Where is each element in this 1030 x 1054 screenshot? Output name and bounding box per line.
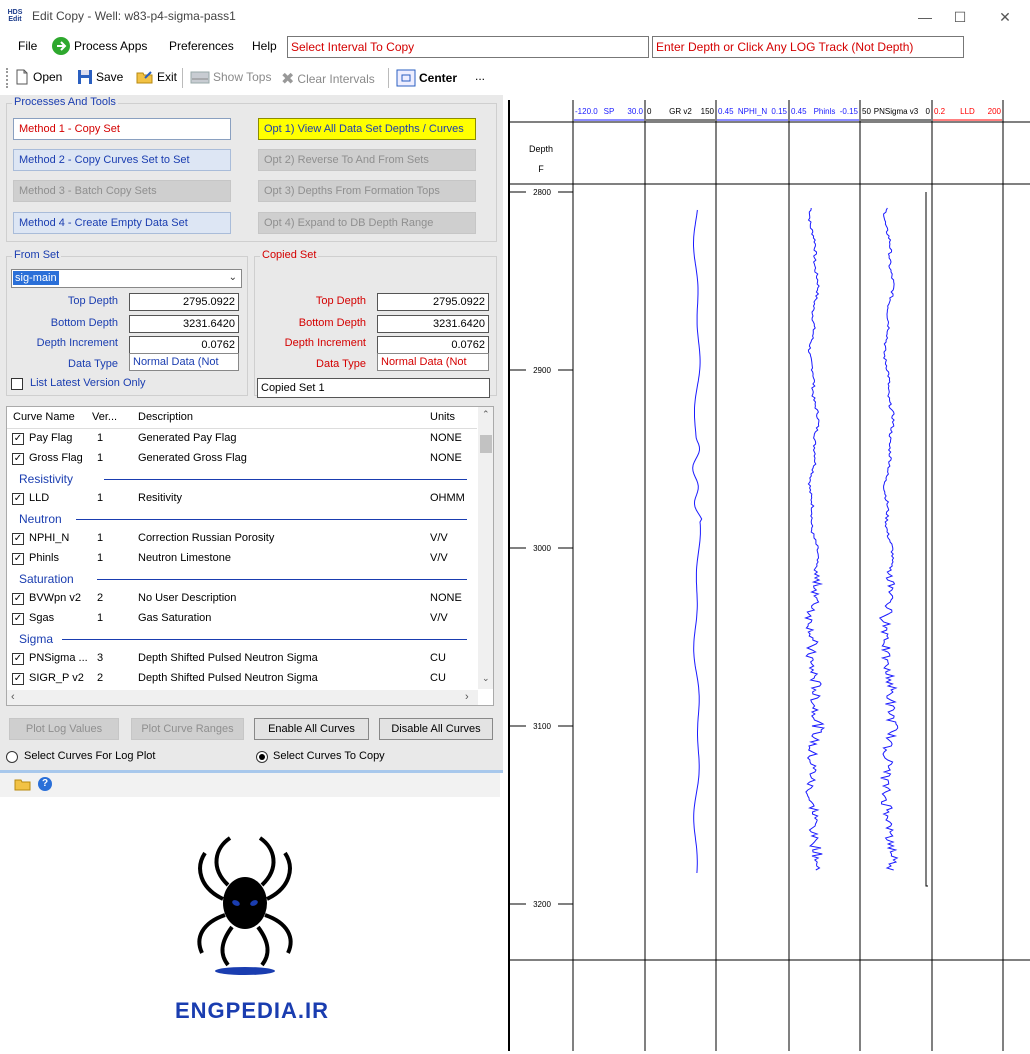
track-scale-right: 30.0 <box>627 107 643 116</box>
close-button[interactable]: ✕ <box>999 9 1011 25</box>
curve-group-divider <box>97 579 467 580</box>
curve-name: Sgas <box>29 612 55 624</box>
track-curve-name: SP <box>603 107 615 116</box>
curve-list-header <box>7 407 477 429</box>
depth-tick-label: 3100 <box>533 722 551 731</box>
radio-copy-dot <box>259 754 265 760</box>
open-button[interactable] <box>14 69 62 85</box>
left-panel <box>0 95 503 1051</box>
curve-group-divider <box>62 639 467 640</box>
scroll-right-icon[interactable]: › <box>465 691 469 703</box>
clear-x-icon: ✖ <box>281 71 295 88</box>
copied-depth-increment-field[interactable]: 0.0762 <box>377 336 489 354</box>
chevron-down-icon: ⌄ <box>228 272 237 283</box>
curve-ver: 1 <box>97 532 104 544</box>
status-enter-depth: Enter Depth or Click Any LOG Track (Not Depth) <box>652 36 964 58</box>
track-scale-right: 0 <box>925 107 930 116</box>
copied-set-name-field[interactable]: Copied Set 1 <box>257 378 490 398</box>
curve-group-label: Sigma <box>19 632 54 646</box>
vertical-scrollbar[interactable] <box>478 407 494 689</box>
help-open-icon[interactable] <box>14 776 32 795</box>
curve-group-label: Saturation <box>19 572 74 586</box>
pnsigma-curve <box>926 192 928 886</box>
toolbar-grip <box>6 68 8 88</box>
app-icon-text-bottom: Edit <box>8 16 22 23</box>
radio-row <box>0 746 503 768</box>
curve-name: Phinls <box>29 552 59 564</box>
horizontal-scrollbar[interactable] <box>7 690 478 706</box>
from-set-title: From Set <box>14 249 60 261</box>
curve-row[interactable] <box>7 609 477 629</box>
track-curve-name: PNSigma v3 <box>873 107 919 116</box>
curve-desc: Depth Shifted Pulsed Neutron Sigma <box>138 652 318 664</box>
curve-units: CU <box>430 672 446 684</box>
toolbar-overflow-button[interactable]: ... <box>475 69 486 83</box>
help-icon[interactable]: ? <box>38 777 52 791</box>
track-curve-name: NPHI_N <box>737 107 768 116</box>
toolbar-separator <box>182 68 183 88</box>
list-latest-checkbox[interactable] <box>11 378 23 390</box>
plot-log-values-button[interactable]: Plot Log Values <box>9 718 119 740</box>
track-curve-name: GR v2 <box>669 107 692 116</box>
curve-ver: 2 <box>97 592 104 604</box>
log-plot-canvas[interactable] <box>510 100 1030 1051</box>
track-curve-name: Phinls <box>813 107 836 116</box>
curve-row[interactable] <box>7 649 477 669</box>
save-icon <box>77 69 93 85</box>
col-units[interactable]: Units <box>430 411 456 423</box>
menu-preferences[interactable]: Preferences <box>169 39 234 53</box>
curve-name: NPHI_N <box>29 532 70 544</box>
curve-units: NONE <box>430 452 462 464</box>
curve-checkbox[interactable]: ✓ <box>13 673 23 684</box>
curve-checkbox[interactable]: ✓ <box>13 553 23 564</box>
curve-units: OHMM <box>430 492 465 504</box>
curve-group-divider <box>76 519 467 520</box>
curve-desc: Neutron Limestone <box>138 552 231 564</box>
curve-row[interactable] <box>7 589 477 609</box>
radio-copy[interactable] <box>256 751 268 763</box>
nphi-curve <box>806 208 824 870</box>
depth-tick-label: 2800 <box>533 188 551 197</box>
curve-checkbox[interactable]: ✓ <box>13 493 23 504</box>
curve-units: NONE <box>430 432 462 444</box>
copied-bottom-depth-label: Bottom Depth <box>298 317 366 329</box>
curve-name: Pay Flag <box>29 432 73 444</box>
depth-tick-label: 3000 <box>533 544 551 553</box>
curve-units: NONE <box>430 592 462 604</box>
toolbar <box>0 64 1030 92</box>
curve-ver: 1 <box>97 612 104 624</box>
enable-all-curves-button[interactable]: Enable All Curves <box>254 718 369 740</box>
scrollbar-thumb[interactable] <box>480 435 492 453</box>
from-top-depth-label: Top Depth <box>67 295 118 307</box>
scroll-up-icon[interactable]: ⌃ <box>482 409 490 419</box>
copied-top-depth-label: Top Depth <box>315 295 366 307</box>
track-scale-left: 50 <box>862 107 871 116</box>
help-pane <box>0 770 503 1051</box>
scroll-down-icon[interactable]: ⌄ <box>482 673 490 683</box>
curve-ver: 1 <box>97 492 104 504</box>
option-3-button[interactable]: Opt 3) Depths From Formation Tops <box>258 180 476 202</box>
curve-checkbox[interactable]: ✓ <box>13 433 23 444</box>
app-icon <box>6 9 24 23</box>
curve-units: V/V <box>430 552 448 564</box>
track-scale-left: 0.2 <box>934 107 946 116</box>
curve-row[interactable] <box>7 449 477 469</box>
track-scale-left: 0 <box>647 107 652 116</box>
copied-top-depth-field[interactable]: 2795.0922 <box>377 293 489 311</box>
track-scale-right: 150 <box>700 107 714 116</box>
col-description[interactable]: Description <box>138 411 194 423</box>
curve-row[interactable] <box>7 529 477 549</box>
copied-depth-increment-label: Depth Increment <box>284 337 366 349</box>
curve-checkbox[interactable]: ✓ <box>13 593 23 604</box>
process-apps-icon <box>52 37 70 55</box>
curve-group-divider <box>104 479 467 480</box>
track-scale-left: 0.45 <box>718 107 734 116</box>
open-label: Open <box>33 70 63 84</box>
minimize-button[interactable]: — <box>918 9 932 25</box>
from-depth-increment-label: Depth Increment <box>36 337 118 349</box>
track-scale-left: -120.0 <box>575 107 598 116</box>
radio-log-plot[interactable] <box>6 751 18 763</box>
curve-desc: Depth Shifted Pulsed Neutron Sigma <box>138 672 318 684</box>
method-1-button[interactable]: Method 1 - Copy Set <box>13 118 231 140</box>
curve-row[interactable] <box>7 429 477 449</box>
curve-name: Gross Flag <box>29 452 83 464</box>
curve-ver: 2 <box>97 672 104 684</box>
option-1-button[interactable]: Opt 1) View All Data Set Depths / Curves <box>258 118 476 140</box>
curve-checkbox[interactable]: ✓ <box>13 533 23 544</box>
clear-intervals-label: Clear Intervals <box>297 72 375 86</box>
curve-checkbox[interactable]: ✓ <box>13 653 23 664</box>
save-label: Save <box>96 70 124 84</box>
log-plot[interactable] <box>508 100 1030 1051</box>
toolbar-separator <box>388 68 389 88</box>
depth-unit-label: F <box>538 164 544 174</box>
curve-group-header[interactable] <box>7 509 477 529</box>
help-toolbar <box>0 773 500 797</box>
curve-row[interactable] <box>7 489 477 509</box>
center-label: Center <box>419 71 458 85</box>
curve-desc: Gas Saturation <box>138 612 212 624</box>
clear-intervals-button[interactable] <box>281 69 375 89</box>
from-bottom-depth-label: Bottom Depth <box>50 317 118 329</box>
curve-desc: Resitivity <box>138 492 183 504</box>
show-tops-button[interactable] <box>190 69 271 85</box>
show-tops-icon <box>190 69 210 85</box>
curve-checkbox[interactable]: ✓ <box>13 453 23 464</box>
curve-group-label: Resistivity <box>19 472 74 486</box>
app-icon-text-top: HDS <box>7 9 23 16</box>
plot-curve-ranges-button[interactable]: Plot Curve Ranges <box>131 718 244 740</box>
option-2-button[interactable]: Opt 2) Reverse To And From Sets <box>258 149 476 171</box>
list-latest-label: List Latest Version Only <box>30 377 146 389</box>
processes-title: Processes And Tools <box>14 96 116 108</box>
curve-ver: 3 <box>97 652 104 664</box>
curve-name: SIGR_P v2 <box>29 672 84 684</box>
open-icon <box>14 69 30 85</box>
curve-ver: 1 <box>97 452 104 464</box>
curve-units: V/V <box>430 532 448 544</box>
track-scale-right: 0.15 <box>771 107 787 116</box>
depth-header-label: Depth <box>528 144 554 154</box>
from-set-dropdown[interactable] <box>11 269 242 288</box>
curve-name: LLD <box>29 492 50 504</box>
folder-exit-icon <box>136 69 154 85</box>
maximize-button[interactable]: ☐ <box>953 9 967 25</box>
exit-button[interactable] <box>136 69 177 85</box>
menu-bar <box>0 34 1030 60</box>
curve-checkbox[interactable]: ✓ <box>13 613 23 624</box>
scroll-left-icon[interactable]: ‹ <box>11 691 15 703</box>
show-tops-label: Show Tops <box>213 70 272 84</box>
menu-help[interactable]: Help <box>252 39 277 53</box>
depth-tick-label: 2900 <box>533 366 551 375</box>
curve-row[interactable] <box>7 669 477 689</box>
option-4-button[interactable]: Opt 4) Expand to DB Depth Range <box>258 212 476 234</box>
curve-desc: No User Description <box>138 592 237 604</box>
from-bottom-depth-field[interactable]: 3231.6420 <box>129 315 239 333</box>
track-scale-right: -0.15 <box>839 107 858 116</box>
method-4-button[interactable]: Method 4 - Create Empty Data Set <box>13 212 231 234</box>
phinls-curve <box>880 208 898 870</box>
save-button[interactable] <box>77 69 123 85</box>
radio-log-plot-label: Select Curves For Log Plot <box>24 750 156 762</box>
curve-desc: Generated Pay Flag <box>138 432 237 444</box>
from-top-depth-field[interactable]: 2795.0922 <box>129 293 239 311</box>
exit-label: Exit <box>157 70 178 84</box>
curve-desc: Generated Gross Flag <box>138 452 247 464</box>
disable-all-curves-button[interactable]: Disable All Curves <box>379 718 493 740</box>
watermark-text: ENGPEDIA.IR <box>174 998 330 1023</box>
method-3-button[interactable]: Method 3 - Batch Copy Sets <box>13 180 231 202</box>
depth-tick-label: 3200 <box>533 900 551 909</box>
copied-set-title: Copied Set <box>262 249 317 261</box>
copied-data-type-label: Data Type <box>316 358 366 370</box>
menu-file[interactable]: File <box>18 39 38 53</box>
sp-curve <box>693 210 702 873</box>
spider-logo-icon <box>190 833 300 983</box>
copied-bottom-depth-field[interactable]: 3231.6420 <box>377 315 489 333</box>
from-data-type-field: Normal Data (Not <box>129 353 239 371</box>
curve-group-header[interactable] <box>7 469 477 489</box>
curve-ver: 1 <box>97 432 104 444</box>
copied-data-type-field: Normal Data (Not <box>377 353 489 371</box>
col-version[interactable]: Ver... <box>92 411 118 423</box>
title-bar <box>0 0 1030 32</box>
radio-copy-label: Select Curves To Copy <box>273 750 385 762</box>
track-curve-name: LLD <box>960 107 975 116</box>
curve-name: BVWpn v2 <box>29 592 81 604</box>
curve-list <box>6 406 494 706</box>
curve-units: V/V <box>430 612 448 624</box>
curve-row[interactable] <box>7 549 477 569</box>
curve-group-label: Neutron <box>19 512 62 526</box>
track-scale-right: 200 <box>987 107 1001 116</box>
curve-desc: Correction Russian Porosity <box>138 532 275 544</box>
track-scale-left: 0.45 <box>791 107 807 116</box>
method-2-button[interactable]: Method 2 - Copy Curves Set to Set <box>13 149 231 171</box>
from-depth-increment-field[interactable]: 0.0762 <box>129 336 239 354</box>
curve-name: PNSigma ... <box>29 652 88 664</box>
from-data-type-label: Data Type <box>68 358 118 370</box>
curve-group-header[interactable] <box>7 629 477 649</box>
status-select-interval: Select Interval To Copy <box>287 36 649 58</box>
curve-ver: 1 <box>97 552 104 564</box>
col-curve-name[interactable]: Curve Name <box>13 411 75 423</box>
window-title: Edit Copy - Well: w83-p4-sigma-pass1 <box>32 9 236 23</box>
curve-units: CU <box>430 652 446 664</box>
center-button[interactable] <box>396 69 457 87</box>
from-set-selected: sig-main <box>15 272 57 284</box>
center-icon <box>396 69 416 87</box>
curve-group-header[interactable] <box>7 569 477 589</box>
menu-process-apps[interactable]: Process Apps <box>74 39 148 53</box>
